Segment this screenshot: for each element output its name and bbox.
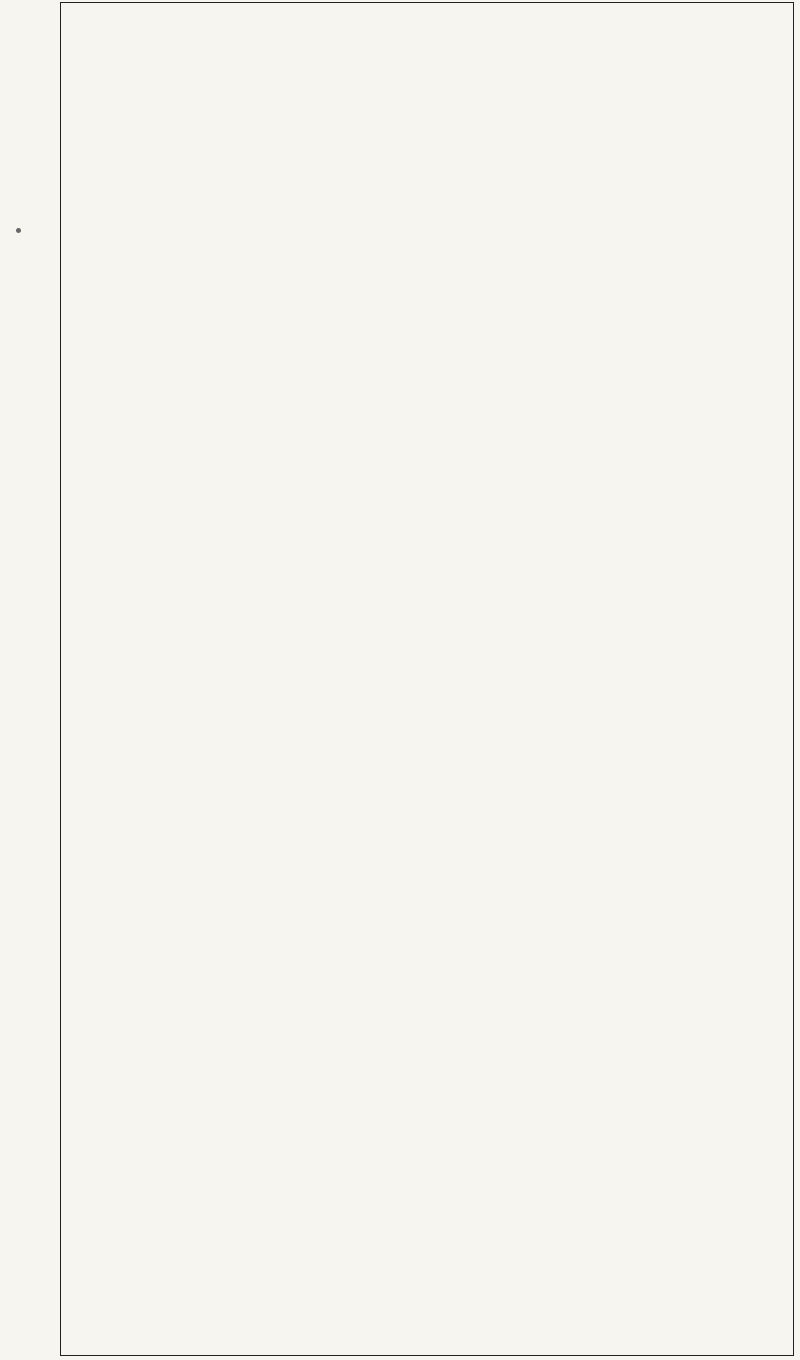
margin-dot — [16, 228, 21, 233]
running-head — [6, 540, 46, 860]
table-frame — [60, 2, 794, 1356]
